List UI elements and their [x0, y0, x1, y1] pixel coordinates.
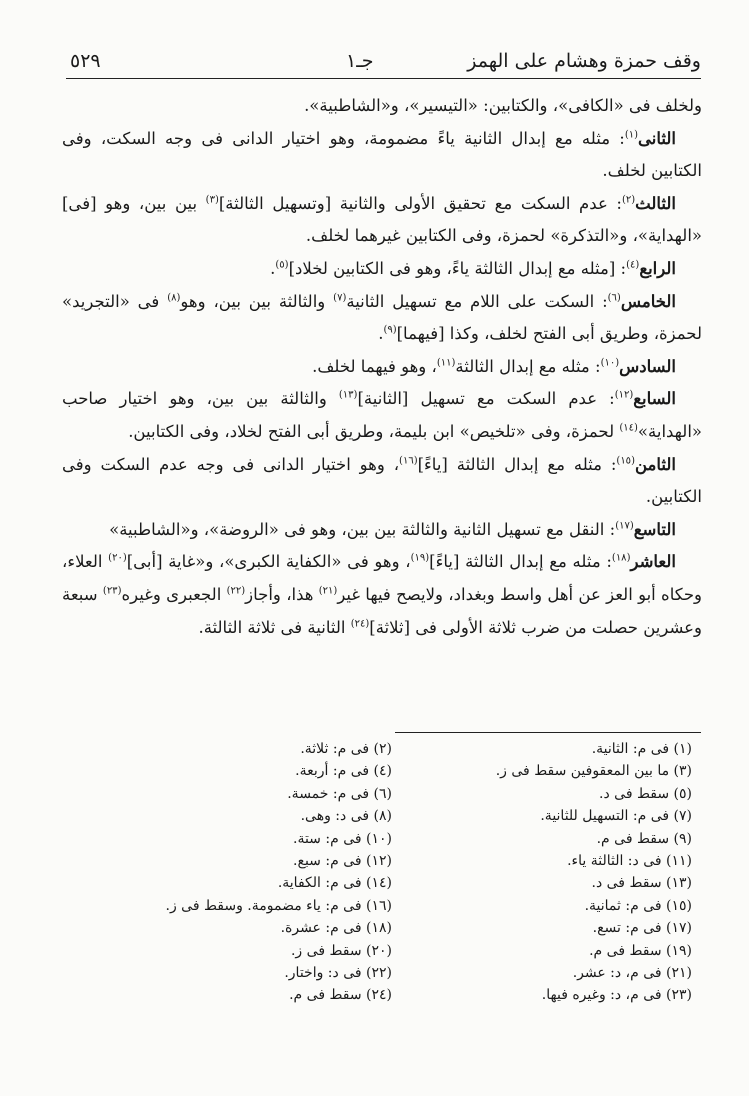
footnote [400, 940, 700, 962]
footnote-text: فى م: ثلاثة. [300, 741, 370, 757]
footnote [400, 872, 700, 894]
footnote-number: (٢١) [666, 965, 692, 982]
footnote-text: فى م: ستة. [293, 830, 362, 847]
paragraph [62, 351, 702, 384]
footnote [400, 805, 700, 827]
text-run: بين بين، وهو [فى] «الهداية»، و«التذكرة» لحمزة، وفى الكتابين غيرهما لخلف. [62, 193, 702, 246]
footnote [400, 984, 700, 1006]
main-text [62, 90, 702, 644]
footnote-number: (١٥) [666, 897, 692, 914]
footnote-text: فى م: ثمانية. [584, 897, 662, 914]
footnote-number: (١) [673, 741, 692, 757]
footnote-number: (٧) [673, 808, 692, 825]
footnote-text: فى م: ياء مضمومة. وسقط فى ز. [165, 897, 362, 914]
footnote-number: (١٢) [366, 853, 392, 870]
section-heading: الخامس [620, 291, 676, 311]
footnote [100, 850, 400, 872]
footnote [400, 828, 700, 850]
footnote-ref: (١٩) [410, 552, 430, 564]
footnote-ref: (١١) [436, 357, 456, 369]
footnote-ref: (١٤) [619, 422, 638, 434]
footnote-number: (٢٢) [366, 965, 392, 982]
footnote [100, 828, 400, 850]
footnote-text: فى م: أربعة. [295, 763, 370, 780]
footnote-ref: (٢٢) [226, 585, 246, 597]
footnote-text: ما بين المعقوفين سقط فى ز. [495, 763, 670, 780]
footnote-ref: (١) [624, 129, 639, 141]
footnote-number: (٢٣) [666, 987, 692, 1004]
footnote-text: فى د: واختار. [284, 965, 362, 982]
footnote [400, 783, 700, 805]
footnote-number: (١٤) [366, 875, 392, 892]
footnote-number: (١٩) [666, 942, 692, 959]
text-run: : السكت على اللام مع تسهيل الثانية [346, 291, 608, 311]
footnote-ref: (٢١) [318, 585, 338, 597]
footnote [100, 872, 400, 894]
text-run: العلاء، وحكاه أبو العز عن أهل واسط وبغداد، ولايصح فيها غير [62, 552, 703, 604]
footnote-text: فى م: التسهيل للثانية. [540, 808, 670, 825]
text-run: ولخلف فى «الكافى»، والكتابين: «التيسير»، و«الشاطبية». [304, 96, 702, 115]
text-run: الثانية فى ثلاثة الثالثة. [198, 617, 351, 637]
footnote-ref: (١٨) [611, 552, 631, 564]
footnote-ref: (٤) [626, 259, 640, 271]
footnote-text: سقط فى م. [589, 942, 662, 959]
footnote-ref: (١٣) [338, 389, 358, 401]
section-heading: التاسع [633, 519, 676, 539]
section-heading: الثانى [638, 128, 676, 148]
footnote-number: (٢٤) [366, 987, 392, 1004]
footnote-ref: (١٧) [615, 520, 634, 532]
text-run: والثالثة بين بين، وهو اختيار صاحب «الهداية» [62, 389, 702, 441]
footnote-number: (٤) [373, 763, 392, 780]
text-run: ، وهو فيهما لخلف. [312, 356, 437, 376]
footnote-number: (٩) [673, 830, 692, 847]
footnote-number: (١٧) [666, 920, 692, 937]
paragraph [62, 286, 702, 351]
footnote-number: (٨) [373, 808, 392, 825]
section-heading: العاشر [630, 552, 676, 572]
footnote-ref: (٢٠) [108, 552, 127, 564]
text-run: هذا، وأجاز [245, 584, 319, 604]
footnote [400, 962, 700, 984]
paragraph [62, 514, 702, 547]
footnote-text: فى م: عشرة. [280, 920, 362, 937]
footnote-separator [395, 732, 701, 733]
footnote-text: فى م، د: وغيره فيها. [541, 987, 662, 1004]
footnote [400, 895, 700, 917]
footnote [100, 895, 400, 917]
footnote-ref: (٧) [333, 292, 347, 304]
footnote-text: فى م: تسع. [592, 920, 662, 937]
text-run: : عدم السكت مع تحقيق الأولى والثانية [وتسهيل الثالثة] [218, 193, 622, 213]
paragraph [62, 449, 702, 514]
text-run: سبعة وعشرين حصلت من ضرب ثلاثة الأولى فى [ثلاثة] [62, 584, 702, 637]
footnote [100, 962, 400, 984]
footnote-number: (٢) [373, 741, 392, 757]
section-heading: السابع [633, 389, 676, 409]
section-heading: الثالث [635, 193, 676, 213]
footnote-number: (٢٠) [366, 942, 392, 959]
header-volume: جـ١ [346, 50, 374, 72]
footnote-number: (١٨) [366, 920, 392, 937]
footnote [100, 783, 400, 805]
paragraph [62, 253, 702, 286]
footnote-text: فى د: الثالثة ياء. [567, 853, 662, 870]
footnote [400, 850, 700, 872]
text-run: : [مثله مع إبدال الثالثة ياءً، وهو فى الكتابين لخلاد] [288, 258, 627, 278]
footnote [100, 805, 400, 827]
footnote [400, 760, 700, 782]
footnote [100, 760, 400, 782]
footnote-text: سقط فى م. [596, 830, 670, 847]
paragraph [62, 546, 702, 644]
paragraph [62, 188, 702, 253]
footnote [400, 738, 700, 760]
footnote-ref: (٢) [621, 194, 636, 206]
running-header [66, 42, 701, 79]
footnote-text: فى م: سبع. [293, 853, 362, 870]
section-heading: الرابع [639, 258, 676, 278]
footnote-ref: (٨) [167, 292, 181, 304]
footnote-text: سقط فى ز. [290, 942, 362, 959]
text-run: ، وهو فى «الكفاية الكبرى»، و«غاية [أبى] [126, 552, 411, 572]
footnote-text: سقط فى د. [599, 785, 670, 802]
text-run: . [270, 258, 276, 278]
text-run: فى «التجريد» لحمزة، وطريق أبى الفتح لخلف، وكذا [فيهما] [62, 291, 702, 344]
footnote-ref: (١٦) [399, 455, 418, 467]
section-heading: الثامن [634, 454, 676, 474]
footnote-ref: (٢٤) [350, 618, 370, 629]
header-title: وقف حمزة وهشام على الهمز [467, 50, 701, 72]
text-run: : مثله مع إبدال الثالثة [ياءً] [429, 552, 612, 572]
footnote-ref: (٥) [275, 259, 289, 271]
footnote-number: (١٦) [366, 897, 392, 914]
footnote-text: فى م: الكفاية. [277, 875, 362, 892]
text-run: الجعبرى وغيره [121, 584, 227, 604]
footnote-number: (١٣) [666, 875, 692, 892]
footnote-ref: (٢٣) [102, 585, 122, 597]
footnote-text: فى م: خمسة. [287, 785, 370, 802]
footnote-number: (٥) [673, 785, 692, 802]
text-run: : مثله مع إبدال الثالثة [ياءً] [417, 454, 617, 474]
section-heading: السادس [619, 356, 676, 376]
text-run: والثالثة بين بين، وهو [180, 291, 334, 311]
paragraph [62, 383, 702, 448]
text-run: : عدم السكت مع تسهيل [الثانية] [357, 389, 615, 409]
paragraph [62, 90, 702, 123]
footnote-text: سقط فى م. [289, 987, 362, 1004]
footnote-ref: (٣) [205, 194, 219, 206]
text-run: : النقل مع تسهيل الثانية والثالثة بين بين، وهو فى «الروضة»، و«الشاطبية» [109, 519, 616, 539]
footnote [400, 917, 700, 939]
footnote [100, 917, 400, 939]
footnote-ref: (١٢) [614, 389, 634, 401]
text-run: . [378, 324, 384, 344]
footnote [100, 984, 400, 1006]
text-run: : مثله مع إبدال الثانية ياءً مضمومة، وهو اختيار الدانى فى وجه السكت، وفى الكتابين لخلف. [62, 128, 702, 181]
footnote-number: (١١) [666, 853, 692, 870]
footnote-text: فى د: وهى. [300, 808, 370, 825]
paragraph [62, 123, 702, 188]
text-run: ، وهو اختيار الدانى فى وجه عدم السكت وفى الكتابين. [62, 454, 702, 507]
footnote-number: (٦) [373, 785, 392, 802]
footnote-ref: (١٥) [616, 455, 635, 467]
footnote [100, 940, 400, 962]
text-run: : مثله مع إبدال الثالثة [455, 356, 601, 376]
footnote-text: سقط فى د. [591, 875, 662, 892]
footnote-text: فى م: الثانية. [591, 741, 670, 757]
footnotes [100, 738, 700, 1007]
footnote-ref: (١٠) [600, 357, 620, 369]
footnote-number: (٣) [673, 763, 692, 780]
footnote-ref: (٦) [607, 292, 621, 304]
footnote [100, 738, 400, 760]
footnote-number: (١٠) [366, 830, 392, 847]
footnote-text: فى م، د: عشر. [572, 965, 662, 982]
page-number: ٥٢٩ [70, 50, 101, 72]
text-run: لحمزة، وفى «تلخيص» ابن بليمة، وطريق أبى الفتح لخلاد، وفى الكتابين. [128, 421, 620, 441]
footnote-ref: (٩) [383, 324, 397, 336]
